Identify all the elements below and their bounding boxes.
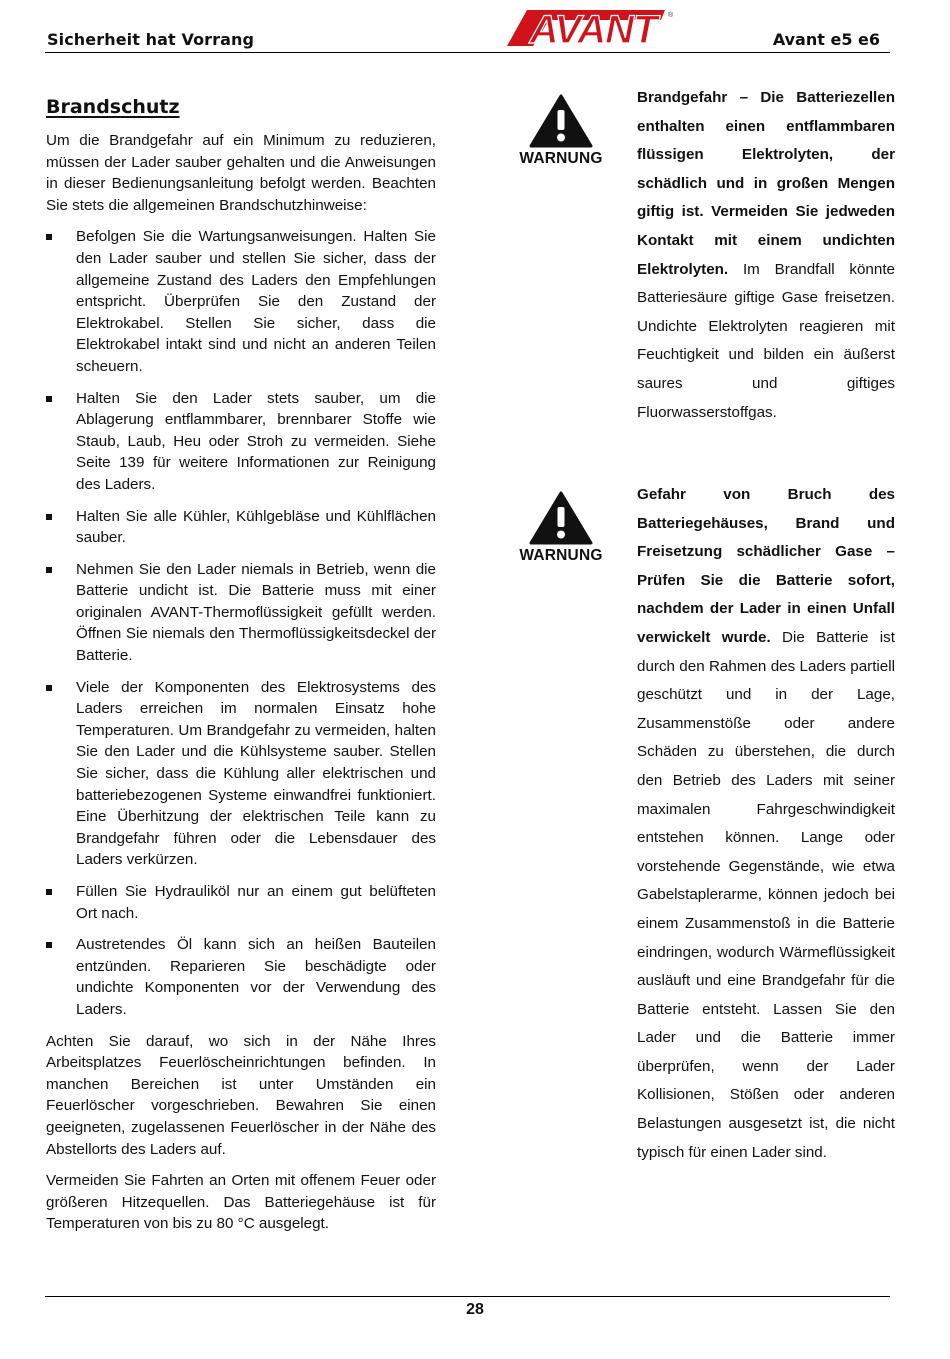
list-item (46, 226, 436, 377)
header-section-title: Sicherheit hat Vorrang (47, 30, 255, 49)
page-header (45, 0, 890, 54)
list-item-text: Nehmen Sie den Lader niemals in Betrieb, wenn die Batterie undicht ist. Die Batterie muss mit einer originalen AVANT-Thermoflüssigkeit gefüllt werden. Öffnen Sie niemals den Thermoflüssigkeitsdeckel der Batterie. (76, 560, 436, 665)
warning-block-2-icon (513, 491, 609, 565)
header-model-name: Avant e5 e6 (772, 30, 880, 49)
warning-bold-text: Gefahr von Bruch des Batteriegehäuses, Brand und Freisetzung schädlicher Gase – Prüfen Sie die Batterie sofort, nachdem der Lader in einen Unfall verwickelt wurde. (637, 486, 895, 646)
list-item-text: Füllen Sie Hydrauliköl nur an einem gut belüfteten Ort nach. (76, 883, 436, 922)
square-bullet-icon (46, 889, 52, 895)
list-item (46, 934, 436, 1020)
warning-triangle-icon (529, 491, 593, 545)
list-item-text: Viele der Komponenten des Elektrosystems des Laders erreichen im normalen Einsatz hohe Temperaturen. Um Brandgefahr zu vermeiden, halten Sie den Lader und die Kühlsysteme sauber. Stellen Sie sicher, dass die Kühlung aller elektrischen und batteriebezogenen Systeme einwandfrei funktioniert. Eine Überhitzung der elektrischen Teile kann zu Brandgefahr führen oder die Lebensdauer des Laders verkürzen. (76, 678, 436, 869)
square-bullet-icon (46, 942, 52, 948)
avant-logo (505, 4, 675, 50)
extinguisher-paragraph: Achten Sie darauf, wo sich in der Nähe Ihres Arbeitsplatzes Feuerlöscheinrichtungen befinden. In manchen Bereichen ist unter Umständen ein Feuerlöscher vorgeschrieben. Bewahren Sie einen geeigneten, zugelassenen Feuerlöscher in der Nähe des Abstellorts des Laders auf. (46, 1032, 436, 1158)
svg-text:®: ® (668, 12, 674, 19)
list-item-text: Befolgen Sie die Wartungsanweisungen. Halten Sie den Lader sauber und stellen Sie sicher, dass der allgemeine Zustand des Laders den Empfehlungen entspricht. Überprüfen Sie den Zustand der Elektrokabel. Stellen Sie sicher, dass die Elektrokabel intakt sind und nicht an anderen Teilen scheuern. (76, 228, 436, 375)
warning-block-1-text (637, 84, 895, 427)
fire-protection-section (46, 94, 436, 1245)
list-item (46, 559, 436, 667)
intro-paragraph: Um die Brandgefahr auf ein Minimum zu reduzieren, müssen der Lader sauber gehalten und die Anweisungen in dieser Bedienungsanleitung befolgt werden. Beachten Sie stets die allgemeinen Brandschutzhinweise: (46, 132, 436, 214)
warning-normal-text: Im Brandfall könnte Batteriesäure giftige Gase freisetzen. Undichte Elektrolyten reagieren mit Feuchtigkeit und bilden ein äußerst saures und giftiges Fluorwasserstoffgas. (637, 260, 895, 421)
page-number: 28 (466, 1301, 484, 1318)
square-bullet-icon (46, 514, 52, 520)
list-item (46, 506, 436, 549)
warning-triangle-icon (529, 94, 593, 148)
warning-normal-text: Die Batterie ist durch den Rahmen des Laders partiell geschützt und in der Lage, Zusammenstöße oder andere Schäden zu überstehen, die durch den Betrieb des Laders mit seiner maximalen Fahrgeschwindigkeit entstehen können. Lange oder vorstehende Gegenstände, wie etwa Gabelstaplerarme, können jedoch bei einem Zusammenstoß in die Batterie eindringen, wodurch Wärmeflüssigkeit ausläuft und eine Brandgefahr für die Batterie entsteht. Lassen Sie den Lader und die Batterie immer überprüfen, wenn der Lader Kollisionen, Stößen oder anderen Belastungen ausgesetzt ist, die nicht typisch für einen Lader sind. (637, 628, 895, 1161)
fire-protection-list (46, 226, 436, 1020)
list-item-text: Halten Sie den Lader stets sauber, um die Ablagerung entflammbarer, brennbarer Stoffe wie Staub, Laub, Heu oder Stroh zu vermeiden. Siehe Seite 139 für weitere Informationen zur Reinigung des Laders. (76, 389, 436, 493)
avant-logo-text: AVANT (529, 8, 657, 50)
warning-paragraph (637, 84, 895, 427)
header-divider (45, 52, 890, 53)
warning-bold-text: Brandgefahr – Die Batteriezellen enthalten einen entflammbaren flüssigen Elektrolyten, der schädlich und in großen Mengen giftig ist. Vermeiden Sie jedweden Kontakt mit einem undichten Elektrolyten. (637, 89, 895, 278)
list-item (46, 388, 436, 496)
list-item-text: Halten Sie alle Kühler, Kühlgebläse und Kühlflächen sauber. (76, 507, 436, 547)
warning-block-2-text (637, 481, 895, 1167)
square-bullet-icon (46, 234, 52, 240)
warning-label: WARNUNG (519, 547, 603, 564)
warning-paragraph (637, 481, 895, 1167)
open-fire-paragraph: Vermeiden Sie Fahrten an Orten mit offenem Feuer oder größeren Hitzequellen. Das Batteriegehäuse ist für Temperaturen von bis zu 80 °C ausgelegt. (46, 1172, 436, 1233)
warning-label: WARNUNG (519, 150, 603, 167)
square-bullet-icon (46, 685, 52, 691)
list-item-text: Austretendes Öl kann sich an heißen Bauteilen entzünden. Reparieren Sie beschädigte oder undichte Komponenten vor der Verwendung des Laders. (76, 936, 436, 1018)
square-bullet-icon (46, 396, 52, 402)
footer-divider (45, 1296, 890, 1297)
list-item (46, 881, 436, 924)
square-bullet-icon (46, 567, 52, 573)
warning-block-1-icon (513, 94, 609, 168)
list-item (46, 677, 436, 871)
section-heading: Brandschutz (46, 96, 180, 118)
avant-logo-graphic (505, 4, 675, 50)
